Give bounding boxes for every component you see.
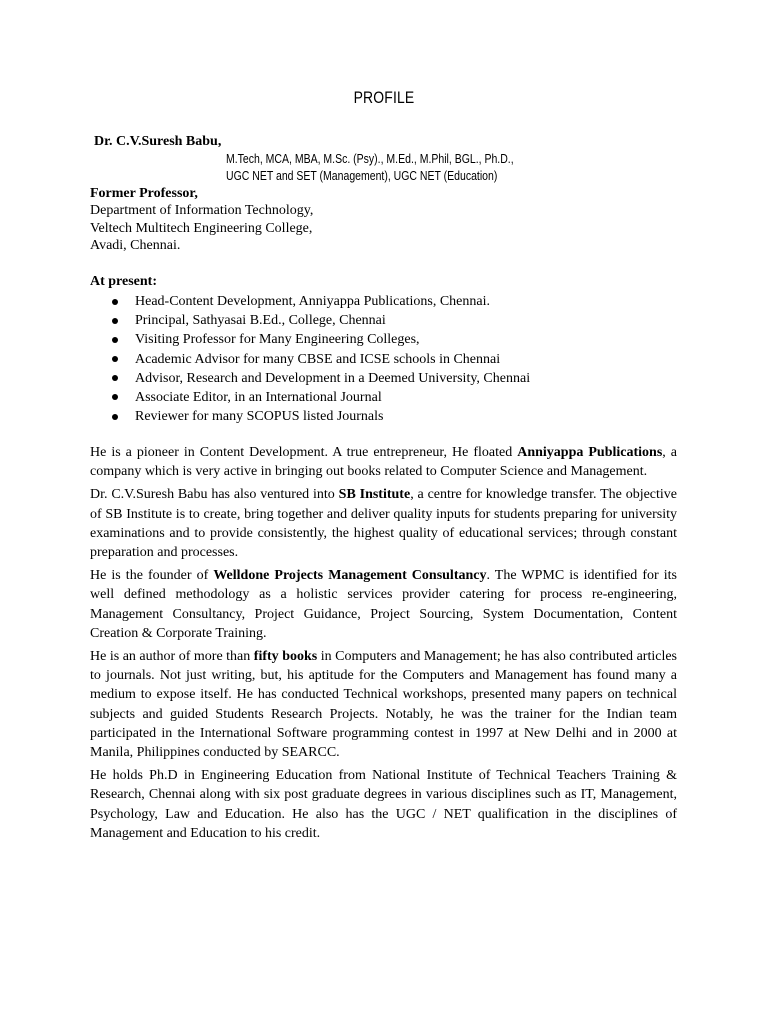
- list-item: [112, 388, 530, 407]
- paragraph-text: , a centre for knowledge transfer. The objective of SB Institute is to create, bring together and deliver quality inputs for students preparing for university examinations and to provide consistently, the highest quality of educational services; through constant preparation and processes.: [90, 487, 678, 561]
- paragraph-sb-institute: [90, 485, 677, 562]
- paragraph-bold: fifty books: [253, 649, 318, 665]
- list-item-text: Head-Content Development, Anniyappa Publications, Chennai.: [135, 294, 490, 309]
- qualifications-line-2: UGC NET and SET (Management), UGC NET (Education): [226, 169, 498, 183]
- paragraph-text: He is the founder of: [90, 568, 214, 584]
- present-roles-list: [112, 292, 530, 426]
- bullet-icon: [112, 299, 118, 305]
- bullet-icon: [112, 375, 118, 381]
- paragraph-text: He is a pioneer in Content Development. A true entrepreneur, He floated: [90, 445, 518, 460]
- list-item-text: Associate Editor, in an International Journal: [135, 389, 382, 405]
- bullet-icon: [112, 394, 118, 400]
- list-item: [112, 292, 530, 311]
- paragraph-text: , a company which is very active in bringing out books related to Computer Science and Management.: [90, 445, 677, 480]
- list-item: [112, 369, 530, 388]
- list-item: [112, 407, 530, 426]
- list-item-text: Visiting Professor for Many Engineering Colleges,: [135, 332, 420, 348]
- list-item-text: Reviewer for many SCOPUS listed Journals: [135, 409, 384, 425]
- page-title: PROFILE: [353, 88, 415, 107]
- bullet-icon: [112, 318, 118, 324]
- paragraph-bold: SB Institute: [338, 487, 411, 503]
- paragraph-education: He holds Ph.D in Engineering Education from National Institute of Technical Teachers Training & Research, Chennai along with six post graduate degrees in various disciplines such as IT, Management, Psychology, Law and Education. He also has the UGC / NET qualification in the disciplines of Management and Education to his credit.: [90, 768, 677, 841]
- list-item-text: Principal, Sathyasai B.Ed., College, Chennai: [135, 313, 386, 329]
- former-position-block: [90, 185, 313, 254]
- profile-body: [90, 443, 677, 847]
- list-item: [112, 311, 530, 330]
- paragraph-anniyappa: [90, 443, 677, 481]
- former-line: Department of Information Technology,: [90, 203, 314, 219]
- person-name: Dr. C.V.Suresh Babu,: [94, 134, 222, 149]
- paragraph-text: . The WPMC is identified for its well defined methodology as a holistic services provider catering for process re-engineering, Management Consultancy, Project Guidance, Project Sourcing, System Documentation, Content Creation & Corporate Training.: [90, 568, 677, 641]
- bullet-icon: [112, 414, 118, 420]
- list-item-text: Advisor, Research and Development in a Deemed University, Chennai: [135, 370, 531, 386]
- paragraph-text: in Computers and Management; he has also contributed articles to journals. Not just writing, but, his aptitude for the Computers and Management has found many a medium to expose itself. He has conducted Technical workshops, presented many papers on technical subjects and guided Students Research Projects. Notably, he was the trainer for the Indian team participated in the International Software programming contest in 1997 at New Delhi and in 2000 at Manila, Philippines conducted by SEARCC.: [90, 649, 677, 761]
- paragraph-bold: Welldone Projects Management Consultancy: [213, 568, 487, 584]
- bullet-icon: [112, 356, 118, 362]
- qualifications-line-1: M.Tech, MCA, MBA, M.Sc. (Psy)., M.Ed., M.Phil, BGL., Ph.D.,: [226, 152, 514, 166]
- list-item-text: Academic Advisor for many CBSE and ICSE schools in Chennai: [135, 351, 501, 367]
- list-item: [112, 350, 530, 369]
- bullet-icon: [112, 337, 118, 343]
- former-line: Avadi, Chennai.: [90, 237, 181, 253]
- paragraph-text: Dr. C.V.Suresh Babu has also ventured into: [90, 487, 339, 503]
- list-item: [112, 330, 530, 349]
- paragraph-bold: Anniyappa Publications: [517, 445, 663, 460]
- paragraph-text: He is an author of more than: [90, 649, 254, 665]
- paragraph-wpmc: [90, 566, 677, 643]
- present-heading: At present:: [90, 274, 158, 289]
- former-heading: Former Professor,: [90, 186, 198, 201]
- paragraph-author: [90, 647, 677, 762]
- former-line: Veltech Multitech Engineering College,: [90, 220, 313, 236]
